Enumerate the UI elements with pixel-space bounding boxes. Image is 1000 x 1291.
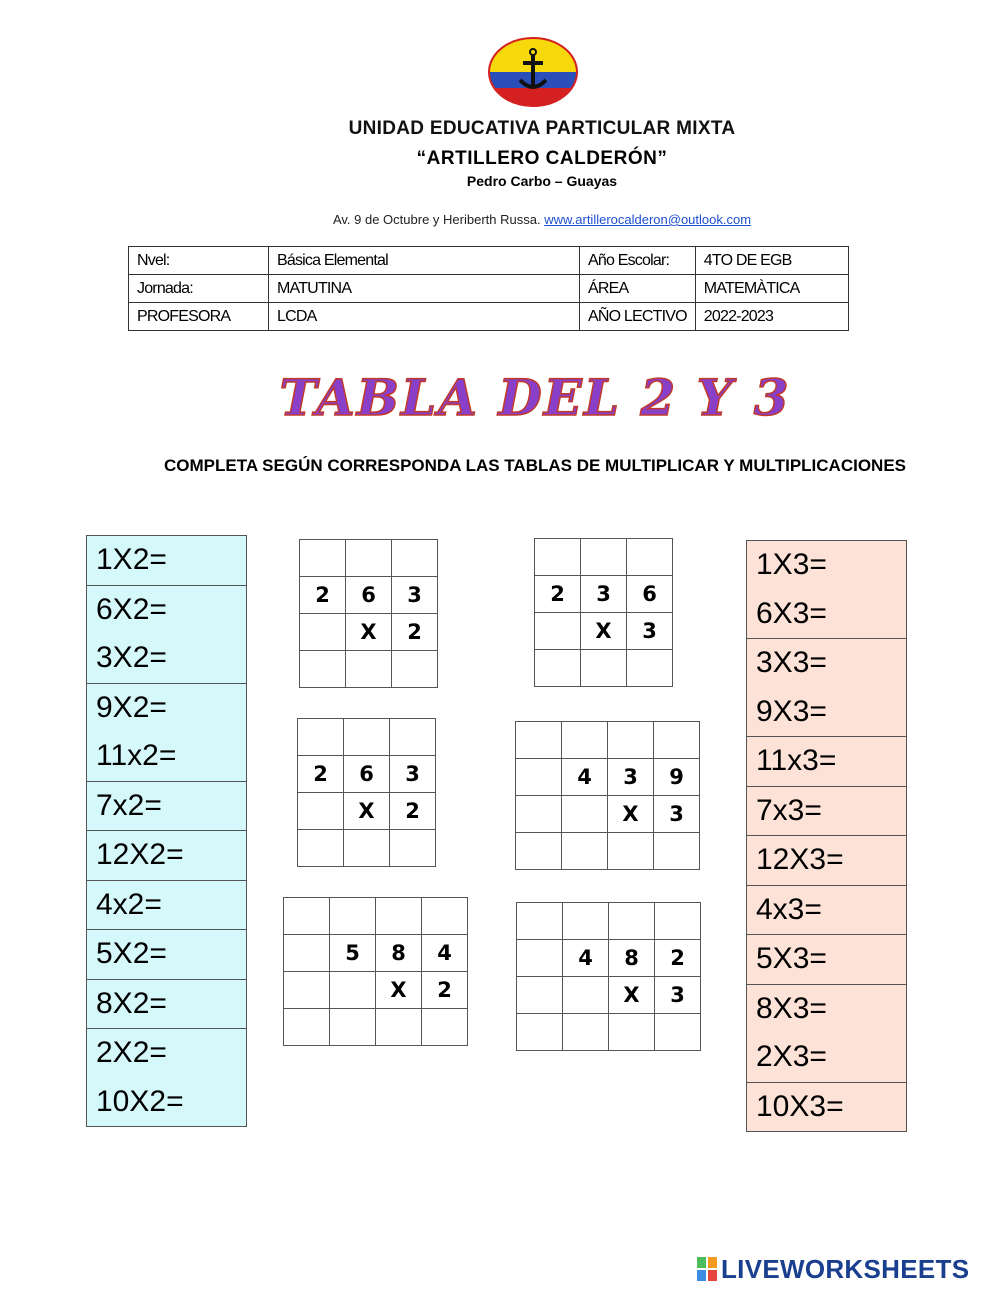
grid-answer-cell[interactable] bbox=[298, 830, 344, 867]
grid-answer-cell[interactable] bbox=[392, 540, 438, 577]
grid-row bbox=[516, 722, 700, 759]
multiplication-item: 5X2= bbox=[96, 937, 167, 970]
grid-row bbox=[300, 577, 438, 614]
liveworksheets-brand bbox=[697, 1254, 969, 1285]
grid-digit-cell: 2 bbox=[300, 577, 346, 614]
grid-row bbox=[298, 719, 436, 756]
answer-box[interactable] bbox=[86, 782, 247, 832]
grid-digit-cell: 3 bbox=[390, 756, 436, 793]
multiplication-item: 7x3= bbox=[756, 793, 822, 827]
grid-row bbox=[535, 576, 673, 613]
grid-row bbox=[516, 833, 700, 870]
answer-box[interactable] bbox=[86, 831, 247, 881]
grid-digit-cell: X bbox=[344, 793, 390, 830]
grid-row bbox=[517, 1014, 701, 1051]
grid-digit-cell: X bbox=[581, 613, 627, 650]
grid-empty-cell bbox=[517, 977, 563, 1014]
grid-answer-cell[interactable] bbox=[563, 1014, 609, 1051]
grid-digit-cell: 8 bbox=[609, 940, 655, 977]
grid-answer-cell[interactable] bbox=[608, 833, 654, 870]
answer-box[interactable] bbox=[86, 535, 247, 586]
grid-answer-cell[interactable] bbox=[627, 539, 673, 576]
grid-digit-cell: 3 bbox=[627, 613, 673, 650]
grid-digit-cell: X bbox=[346, 614, 392, 651]
grid-digit-cell: X bbox=[376, 972, 422, 1009]
address-text: Av. 9 de Octubre y Heriberth Russa. bbox=[332, 212, 541, 227]
grid-answer-cell[interactable] bbox=[300, 540, 346, 577]
grid-empty-cell bbox=[562, 796, 608, 833]
grid-digit-cell: 3 bbox=[608, 759, 654, 796]
grid-row bbox=[535, 650, 673, 687]
grid-empty-cell bbox=[300, 614, 346, 651]
answer-box[interactable] bbox=[86, 980, 247, 1030]
info-value: Básica Elemental bbox=[269, 247, 580, 275]
grid-answer-cell[interactable] bbox=[346, 651, 392, 688]
answer-box[interactable] bbox=[746, 985, 907, 1083]
grid-digit-cell: 3 bbox=[655, 977, 701, 1014]
multiplication-item: 7x2= bbox=[96, 788, 162, 822]
info-value: MATUTINA bbox=[269, 275, 580, 303]
school-address bbox=[0, 212, 1000, 227]
answer-box[interactable] bbox=[86, 881, 247, 931]
multiplication-item: 9X2= bbox=[96, 690, 167, 724]
grid-answer-cell[interactable] bbox=[516, 722, 562, 759]
grid-empty-cell bbox=[516, 796, 562, 833]
grid-answer-cell[interactable] bbox=[517, 903, 563, 940]
table-2-column bbox=[86, 535, 247, 1127]
brand-text: LIVEWORKSHEETS bbox=[721, 1254, 970, 1284]
grid-row bbox=[300, 614, 438, 651]
grid-answer-cell[interactable] bbox=[284, 898, 330, 935]
answer-box[interactable] bbox=[746, 1083, 907, 1133]
grid-digit-cell: 2 bbox=[422, 972, 468, 1009]
multiplication-item: 1X2= bbox=[96, 543, 167, 576]
grid-digit-cell: 9 bbox=[654, 759, 700, 796]
page-title: TABLA DEL 2 Y 3 bbox=[279, 368, 791, 427]
grid-row bbox=[517, 903, 701, 940]
grid-row bbox=[300, 651, 438, 688]
grid-digit-cell: 5 bbox=[330, 935, 376, 972]
grid-answer-cell[interactable] bbox=[655, 1014, 701, 1051]
answer-box[interactable] bbox=[746, 639, 907, 737]
multiplication-item: 8X3= bbox=[756, 991, 827, 1025]
grid-answer-cell[interactable] bbox=[376, 1009, 422, 1046]
grid-row bbox=[517, 940, 701, 977]
grid-answer-cell[interactable] bbox=[608, 722, 654, 759]
answer-box[interactable] bbox=[746, 787, 907, 837]
info-label: Año Escolar: bbox=[580, 247, 696, 275]
grid-answer-cell[interactable] bbox=[298, 719, 344, 756]
info-label: AÑO LECTIVO bbox=[580, 303, 696, 331]
multiplication-grid bbox=[283, 897, 468, 1046]
grid-answer-cell[interactable] bbox=[562, 722, 608, 759]
grid-answer-cell[interactable] bbox=[344, 830, 390, 867]
grid-digit-cell: 2 bbox=[535, 576, 581, 613]
answer-box[interactable] bbox=[86, 930, 247, 980]
grid-row bbox=[284, 1009, 468, 1046]
grid-answer-cell[interactable] bbox=[390, 719, 436, 756]
multiplication-grid bbox=[297, 718, 436, 867]
grid-answer-cell[interactable] bbox=[346, 540, 392, 577]
grid-empty-cell bbox=[284, 972, 330, 1009]
answer-box[interactable] bbox=[746, 836, 907, 886]
grid-answer-cell[interactable] bbox=[390, 830, 436, 867]
grid-row bbox=[284, 898, 468, 935]
multiplication-grid bbox=[515, 721, 700, 870]
grid-digit-cell: 6 bbox=[627, 576, 673, 613]
info-label: ÁREA bbox=[580, 275, 696, 303]
answer-box[interactable] bbox=[86, 684, 247, 782]
grid-answer-cell[interactable] bbox=[562, 833, 608, 870]
grid-answer-cell[interactable] bbox=[344, 719, 390, 756]
grid-empty-cell bbox=[298, 793, 344, 830]
grid-empty-cell bbox=[330, 972, 376, 1009]
grid-answer-cell[interactable] bbox=[284, 1009, 330, 1046]
grid-answer-cell[interactable] bbox=[654, 833, 700, 870]
multiplication-item: 4x2= bbox=[96, 887, 162, 921]
grid-row bbox=[284, 972, 468, 1009]
grid-row bbox=[284, 935, 468, 972]
multiplication-item: 3X2= bbox=[96, 641, 167, 674]
multiplication-item: 5X3= bbox=[756, 942, 827, 975]
school-name: UNIDAD EDUCATIVA PARTICULAR MIXTA bbox=[348, 118, 736, 139]
grid-digit-cell: X bbox=[608, 796, 654, 833]
table-3-column bbox=[746, 540, 907, 1132]
multiplication-item: 1X3= bbox=[756, 548, 827, 581]
grid-answer-cell[interactable] bbox=[654, 722, 700, 759]
grid-row bbox=[516, 796, 700, 833]
school-city: Pedro Carbo – Guayas bbox=[466, 173, 618, 189]
grid-answer-cell[interactable] bbox=[609, 903, 655, 940]
grid-digit-cell: 3 bbox=[392, 577, 438, 614]
answer-box[interactable] bbox=[746, 886, 907, 936]
grid-digit-cell: 3 bbox=[581, 576, 627, 613]
answer-box[interactable] bbox=[86, 1029, 247, 1127]
grid-empty-cell bbox=[563, 977, 609, 1014]
grid-answer-cell[interactable] bbox=[627, 650, 673, 687]
answer-box[interactable] bbox=[746, 737, 907, 787]
grid-empty-cell bbox=[535, 613, 581, 650]
multiplication-item: 11x2= bbox=[96, 739, 177, 772]
answer-box[interactable] bbox=[746, 540, 907, 639]
grid-answer-cell[interactable] bbox=[392, 651, 438, 688]
grid-digit-cell: X bbox=[609, 977, 655, 1014]
grid-row bbox=[535, 539, 673, 576]
grid-digit-cell: 2 bbox=[392, 614, 438, 651]
grid-answer-cell[interactable] bbox=[376, 898, 422, 935]
multiplication-item: 12X3= bbox=[756, 843, 844, 876]
grid-digit-cell: 2 bbox=[298, 756, 344, 793]
grid-row bbox=[516, 759, 700, 796]
multiplication-item: 2X2= bbox=[96, 1036, 167, 1069]
grid-row bbox=[517, 977, 701, 1014]
grid-row bbox=[298, 756, 436, 793]
info-value: 2022-2023 bbox=[695, 303, 848, 331]
grid-answer-cell[interactable] bbox=[300, 651, 346, 688]
grid-answer-cell[interactable] bbox=[517, 1014, 563, 1051]
school-logo bbox=[486, 36, 580, 108]
multiplication-grid bbox=[534, 538, 673, 687]
instructions: COMPLETA SEGÚN CORRESPONDA LAS TABLAS DE MULTIPLICAR Y MULTIPLICACIONES bbox=[163, 456, 907, 475]
multiplication-item: 9X3= bbox=[756, 694, 827, 728]
grid-digit-cell: 8 bbox=[376, 935, 422, 972]
grid-row bbox=[535, 613, 673, 650]
grid-answer-cell[interactable] bbox=[422, 898, 468, 935]
grid-answer-cell[interactable] bbox=[535, 539, 581, 576]
multiplication-grid bbox=[299, 539, 438, 688]
multiplication-item: 2X3= bbox=[756, 1040, 827, 1073]
grid-digit-cell: 6 bbox=[344, 756, 390, 793]
info-row bbox=[129, 275, 849, 303]
multiplication-item: 10X2= bbox=[96, 1084, 184, 1118]
multiplication-item: 4x3= bbox=[756, 892, 822, 926]
info-value: LCDA bbox=[269, 303, 580, 331]
grid-answer-cell[interactable] bbox=[516, 833, 562, 870]
grid-answer-cell[interactable] bbox=[581, 650, 627, 687]
multiplication-item: 10X3= bbox=[756, 1089, 844, 1123]
grid-digit-cell: 4 bbox=[563, 940, 609, 977]
multiplication-item: 8X2= bbox=[96, 986, 167, 1020]
grid-digit-cell: 4 bbox=[562, 759, 608, 796]
info-row bbox=[129, 303, 849, 331]
grid-row bbox=[298, 830, 436, 867]
grid-answer-cell[interactable] bbox=[330, 1009, 376, 1046]
grid-digit-cell: 2 bbox=[655, 940, 701, 977]
grid-answer-cell[interactable] bbox=[422, 1009, 468, 1046]
info-value: 4TO DE EGB bbox=[695, 247, 848, 275]
grid-answer-cell[interactable] bbox=[330, 898, 376, 935]
info-value: MATEMÀTICA bbox=[695, 275, 848, 303]
multiplication-item: 3X3= bbox=[756, 646, 827, 679]
grid-digit-cell: 3 bbox=[654, 796, 700, 833]
answer-box[interactable] bbox=[746, 935, 907, 985]
multiplication-grid bbox=[516, 902, 701, 1051]
grid-row bbox=[298, 793, 436, 830]
multiplication-item: 12X2= bbox=[96, 838, 184, 871]
grid-row bbox=[300, 540, 438, 577]
answer-box[interactable] bbox=[86, 586, 247, 684]
multiplication-item: 6X3= bbox=[756, 596, 827, 630]
grid-answer-cell[interactable] bbox=[655, 903, 701, 940]
grid-answer-cell[interactable] bbox=[535, 650, 581, 687]
grid-empty-cell bbox=[284, 935, 330, 972]
multiplication-item: 11x3= bbox=[756, 744, 837, 777]
liveworksheets-icon bbox=[697, 1257, 717, 1281]
grid-digit-cell: 6 bbox=[346, 577, 392, 614]
grid-digit-cell: 4 bbox=[422, 935, 468, 972]
multiplication-item: 6X2= bbox=[96, 592, 167, 626]
grid-answer-cell[interactable] bbox=[609, 1014, 655, 1051]
school-subtitle: “ARTILLERO CALDERÓN” bbox=[416, 148, 668, 169]
info-label: Jornada: bbox=[129, 275, 269, 303]
info-table bbox=[128, 246, 849, 331]
info-row bbox=[129, 247, 849, 275]
grid-empty-cell bbox=[516, 759, 562, 796]
info-label: PROFESORA bbox=[129, 303, 269, 331]
info-label: Nvel: bbox=[129, 247, 269, 275]
grid-digit-cell: 2 bbox=[390, 793, 436, 830]
grid-empty-cell bbox=[517, 940, 563, 977]
grid-answer-cell[interactable] bbox=[581, 539, 627, 576]
grid-answer-cell[interactable] bbox=[563, 903, 609, 940]
email-link[interactable]: www.artillerocalderon@outlook.com bbox=[544, 212, 752, 227]
